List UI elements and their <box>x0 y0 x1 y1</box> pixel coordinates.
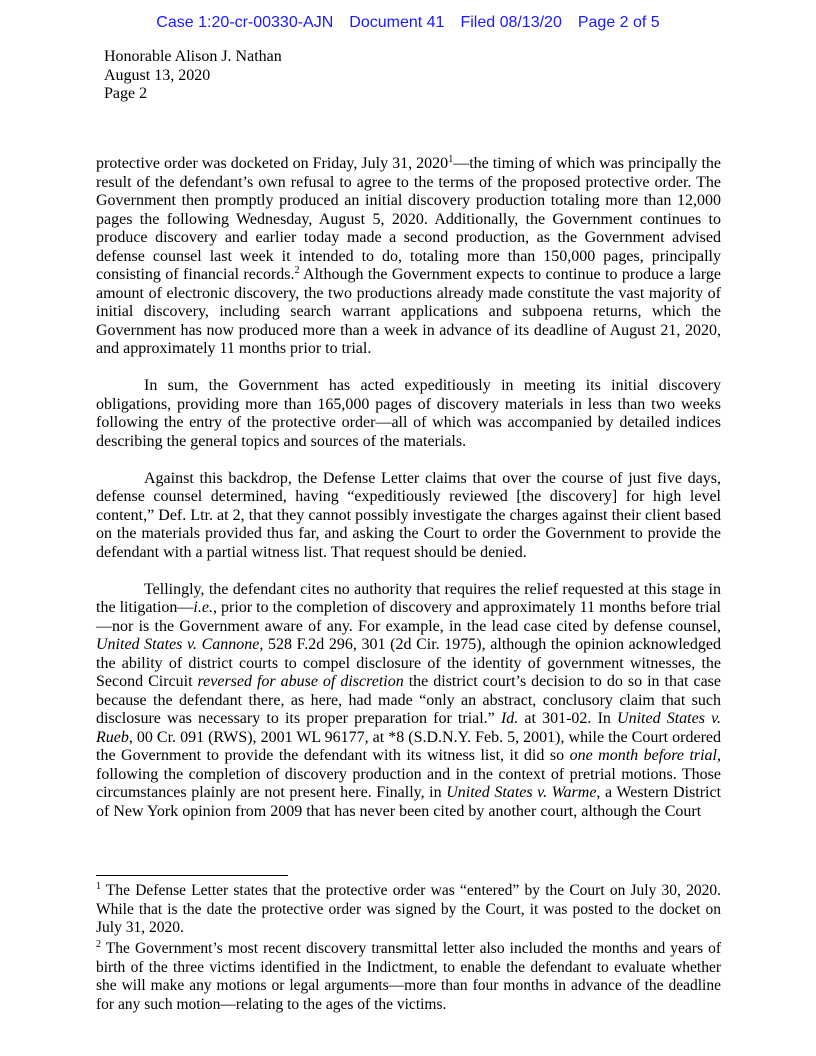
footnote-divider <box>96 875 288 876</box>
italic-text: i.e. <box>193 599 213 616</box>
paragraph <box>96 470 721 563</box>
text: —the timing of which was principally the result of the defendant’s own refusal to agree to the terms of the proposed protective order. The Government then promptly produced an initial discovery production totaling more than 12,000 pages the following Wednesday, August 5, 2020. Additionally, the Government continues to produce discovery and earlier today made a second production, as the Government advised defense counsel last week it intended to do, totaling more than 150,000 pages, principally consisting of financial records. <box>96 155 722 283</box>
text: at 301-02. In <box>518 710 618 727</box>
page-label: Page 2 <box>104 85 148 102</box>
footnote-text: The Government’s most recent discovery transmittal letter also included the months and years of birth of the three victims identified in the Indictment, to enable the defendant to evaluate whether she will make any motions or legal arguments—more than four months in advance of the deadline for any such motion—relating to the ages of the victims. <box>96 940 721 1013</box>
addressee: Honorable Alison J. Nathan <box>104 48 282 65</box>
footnote-1 <box>96 882 721 938</box>
footnote-ref[interactable]: 2 <box>294 265 300 276</box>
case-citation: United States v. Rueb <box>96 710 722 746</box>
page-count: Page 2 of 5 <box>577 14 660 31</box>
italic-text: reversed for abuse of discretion <box>197 673 404 690</box>
text: , 00 Cr. 091 (RWS), 2001 WL 96177, at *8 (S.D.N.Y. Feb. 5, 2001), while the Court ordered the Government to provide the defendant with its witness list, it did so <box>96 728 721 764</box>
text: protective order was docketed on Friday, July 31, 2020 <box>96 155 449 172</box>
text: Although the Government expects to continue to produce a large amount of electronic discovery, the two productions already made constitute the vast majority of initial discovery, including search warrant applications and subpoena returns, which the Government has now produced more than a week in advance of its deadline of August 21, 2020, and approximately 11 months prior to trial. <box>96 266 721 357</box>
text: Against this backdrop, the Defense Letter claims that over the course of just five days, defense counsel determined, having “expeditiously reviewed [the discovery] for high level content,” Def. Ltr. at 2, that they cannot possibly investigate the charges against their client based on the materials provided thus far, and asking the Court to order the Government to provide the defendant with a partial witness list. That request should be denied. <box>96 469 721 561</box>
text: In sum, the Government has acted expeditiously in meeting its initial discovery obligations, providing more than 165,000 pages of discovery materials in less than two weeks following the entry of the protective order—all of which was accompanied by detailed indices describing the general topics and sources of the materials. <box>96 377 721 450</box>
letter-date: August 13, 2020 <box>104 66 211 84</box>
text: Tellingly, the defendant cites no authority that requires the relief requested at this stage in the litigation— <box>96 580 721 616</box>
paragraph <box>96 155 721 359</box>
footnote-number: 1 <box>96 881 101 892</box>
italic-text: Id. <box>500 710 519 727</box>
ecf-header-stamp <box>0 14 816 32</box>
italic-text: one month before trial <box>569 747 718 764</box>
footnote-2 <box>96 940 721 1014</box>
text: the district court’s decision to do so in that case because the defendant there, as here, had made “only an abstract, conclusory claim that such disclosure was necessary to its proper preparation for trial.” <box>96 673 721 727</box>
document-number: Document 41 <box>349 14 445 31</box>
filed-date: Filed 08/13/20 <box>460 14 562 31</box>
text: , prior to the completion of discovery and approximately 11 months before trial—nor is the Government aware of any. For example, in the lead case cited by defense counsel, <box>96 599 721 635</box>
case-number: Case 1:20-cr-00330-AJN <box>156 14 334 31</box>
footnote-text: The Defense Letter states that the protective order was “entered” by the Court on July 30, 2020. While that is the date the protective order was signed by the Court, it was posted to the docket on July 31, 2020. <box>96 882 721 936</box>
letter-header <box>104 48 282 104</box>
letter-body <box>96 155 721 840</box>
case-citation: United States v. Warme <box>446 784 597 801</box>
text: , a Western District of New York opinion from 2009 that has never been cited by another court, although the Court <box>96 784 722 820</box>
paragraph <box>96 581 721 822</box>
text: , following the completion of discovery production and in the context of pretrial motions. Those circumstances plainly are not present here. Finally, in <box>96 747 722 801</box>
text: , 528 F.2d 296, 301 (2d Cir. 1975), although the opinion acknowledged the ability of district courts to compel disclosure of the identity of government witnesses, the Second Circuit <box>96 636 722 690</box>
case-citation: United States v. Cannone <box>96 636 260 653</box>
footnote-number: 2 <box>96 939 101 950</box>
footnote-ref[interactable]: 1 <box>448 154 454 165</box>
paragraph <box>96 377 721 451</box>
